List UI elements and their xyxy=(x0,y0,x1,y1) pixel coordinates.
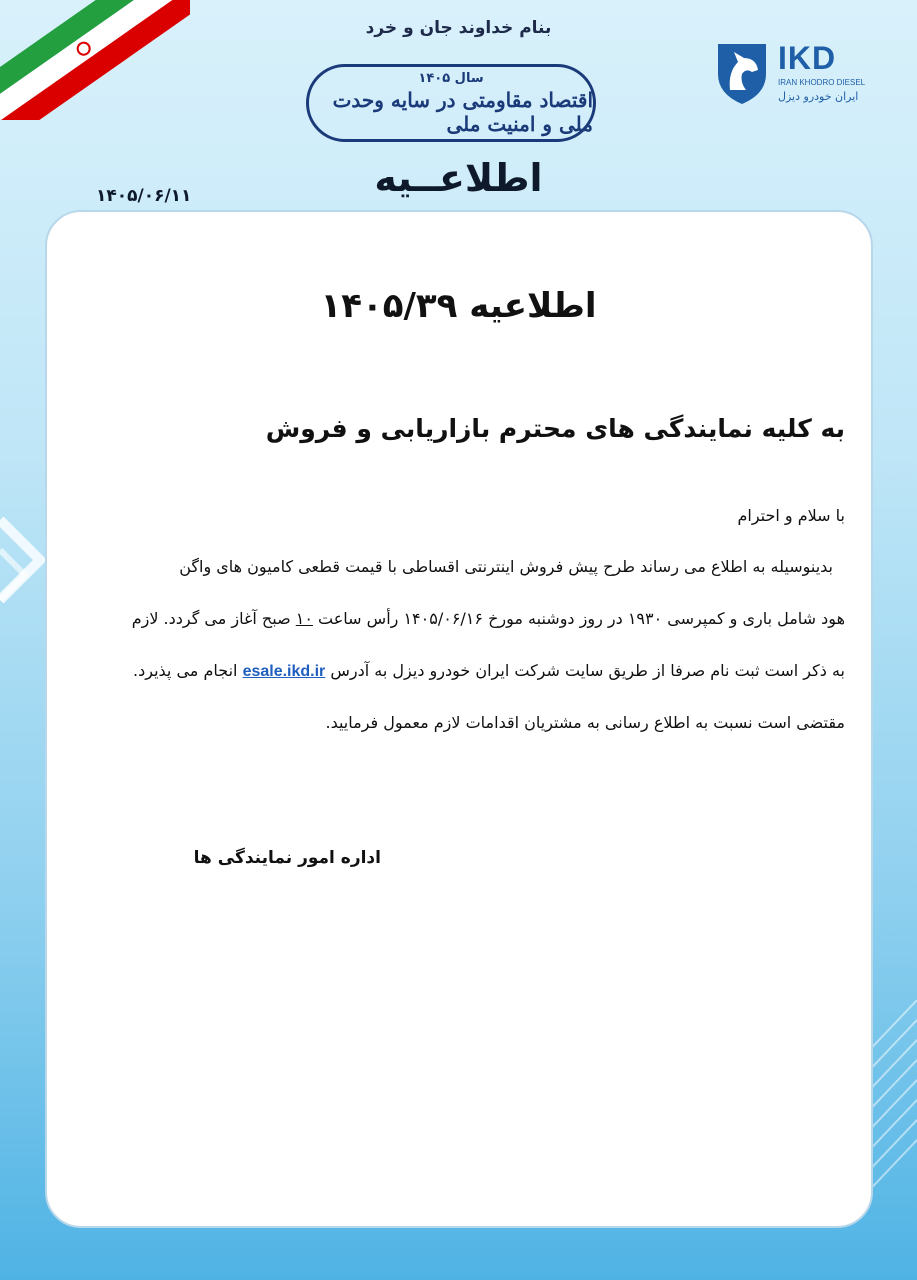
body-line-3-start: به ذکر است ثبت نام صرفا از طریق سایت شرکت ایران خودرو دیزل به آدرس xyxy=(330,661,845,680)
logo-brand: IKD xyxy=(778,40,837,76)
logo-english-name: IRAN KHODRO DIESEL xyxy=(778,78,866,87)
announcement-heading: اطلاعــیه xyxy=(374,156,543,200)
body-line-2-end: صبح آغاز می گردد. لازم xyxy=(131,609,291,628)
invocation-text: بنام خداوند جان و خرد xyxy=(365,18,552,38)
horse-head-icon xyxy=(712,38,772,106)
slogan-text: اقتصاد مقاومتی در سایه وحدت ملی و امنیت ملی xyxy=(332,87,593,136)
announcement-date: ۱۴۰۵/۰۶/۱۱ xyxy=(96,186,192,206)
slogan-year: سال ۱۴۰۵ xyxy=(418,70,484,86)
ikd-logo xyxy=(712,38,866,108)
esale-link[interactable]: esale.ikd.ir xyxy=(242,663,326,680)
body-line-4: مقتضی است نسبت به اطلاع رسانی به مشتریان اقدامات لازم معمول فرمایید. xyxy=(325,713,845,732)
logo-persian-name: ایران خودرو دیزل xyxy=(778,90,859,103)
signature-department: اداره امور نمایندگی ها xyxy=(193,848,381,868)
body-line-1: بدینوسیله به اطلاع می رساند طرح پیش فروش اینترنتی اقساطی با قیمت قطعی کامیون های واگن xyxy=(179,557,833,576)
body-line-2 xyxy=(132,609,845,628)
body-line-2-start: هود شامل باری و کمپرسی ۱۹۳۰ در روز دوشنبه مورخ ۱۴۰۵/۰۶/۱۶ رأس ساعت xyxy=(318,609,845,628)
notice-addressee: به کلیه نمایندگی های محترم بازاریابی و فروش xyxy=(265,414,845,443)
notice-greeting: با سلام و احترام xyxy=(737,506,845,525)
notice-number: اطلاعیه ۱۴۰۵/۳۹ xyxy=(320,286,597,326)
start-hour: ۱۰ xyxy=(295,609,313,628)
body-line-3-end: انجام می پذیرد. xyxy=(133,661,238,680)
body-line-3 xyxy=(133,661,845,681)
slogan-badge xyxy=(306,64,596,142)
